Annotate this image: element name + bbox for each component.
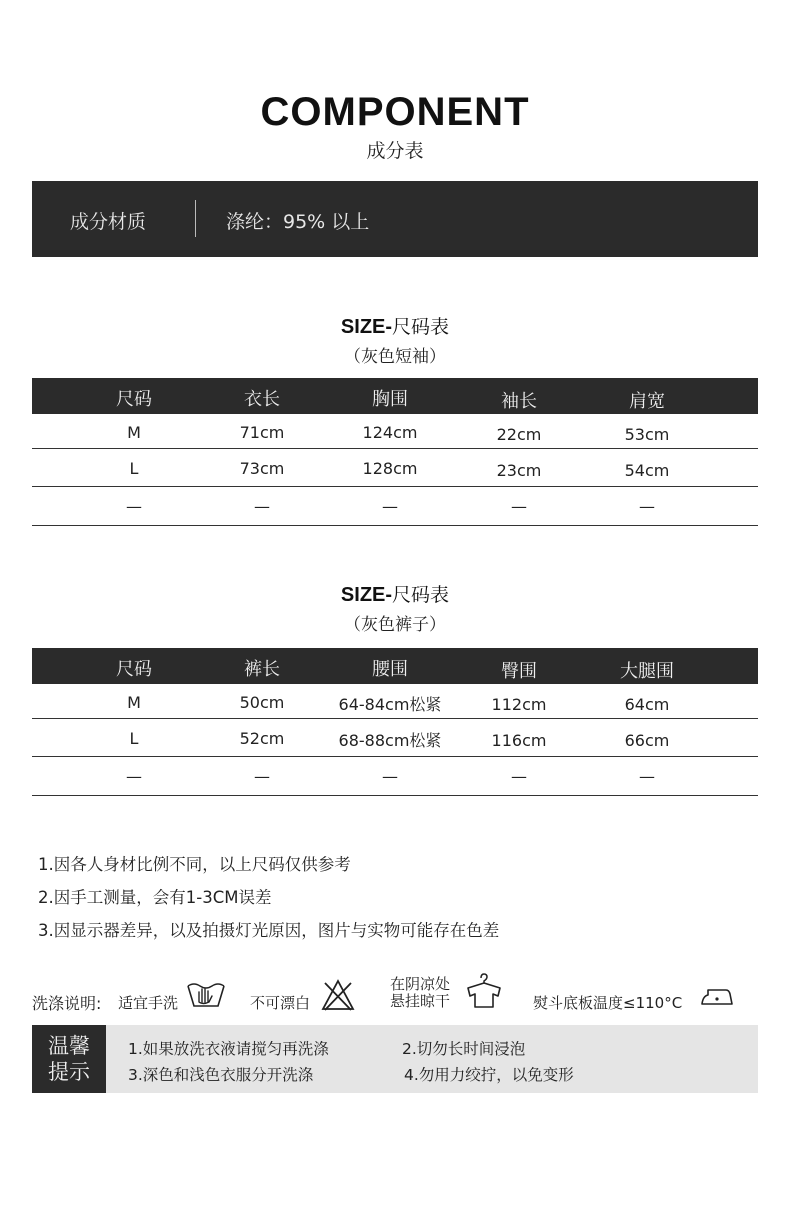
table-cell: — (126, 767, 142, 786)
column-header: 尺码 (116, 659, 152, 680)
table-cell: — (639, 497, 655, 516)
size-table-2-title: SIZE-尺码表 (340, 584, 450, 606)
column-header: 裤长 (244, 659, 280, 680)
table-row (32, 684, 758, 719)
table-cell: — (382, 497, 398, 516)
dry-text-line2: 悬挂晾干 (390, 992, 451, 1010)
size-notes (38, 848, 499, 947)
tip-item: 4.勿用力绞拧，以免变形 (404, 1066, 574, 1084)
table-cell: 66cm (624, 731, 670, 750)
column-header: 腰围 (372, 659, 408, 680)
composition-divider (195, 200, 196, 237)
table-cell: 52cm (239, 729, 285, 748)
wash-label: 洗涤说明: (32, 994, 102, 1013)
no-bleach-icon (320, 978, 356, 1012)
table-cell: — (511, 497, 527, 516)
table-cell: — (254, 767, 270, 786)
table-cell: 22cm (496, 425, 542, 444)
composition-value: 涤纶：95% 以上 (226, 211, 370, 233)
table-cell: 128cm (362, 459, 418, 478)
table-cell: 124cm (362, 423, 418, 442)
iron-text: 熨斗底板温度≤110°C (533, 994, 683, 1012)
table-cell: — (126, 497, 142, 516)
tips-box (32, 1025, 758, 1093)
column-header: 大腿围 (620, 661, 674, 682)
page-subtitle: 成分表 (366, 140, 424, 162)
tips-label-line: 提示 (48, 1060, 90, 1084)
column-header: 袖长 (501, 391, 537, 412)
table-row (32, 487, 758, 526)
note-item: 3.因显示器差异，以及拍摄灯光原因，图片与实物可能存在色差 (38, 921, 500, 940)
column-header: 胸围 (372, 389, 408, 410)
table-cell: L (129, 729, 139, 748)
table-cell: 112cm (491, 695, 547, 714)
dry-text-line1: 在阴凉处 (390, 975, 451, 993)
size-table-1-subtitle: （灰色短袖） (344, 347, 446, 367)
table-cell: — (639, 767, 655, 786)
size-table-2-subtitle: （灰色裤子） (344, 615, 446, 635)
tip-item: 3.深色和浅色衣服分开洗涤 (128, 1066, 314, 1084)
column-header: 衣长 (244, 389, 280, 410)
table-cell: 50cm (239, 693, 285, 712)
column-header: 肩宽 (629, 391, 665, 412)
column-header: 尺码 (116, 389, 152, 410)
table-header (32, 378, 758, 414)
table-cell: 54cm (624, 461, 670, 480)
table-row (32, 414, 758, 449)
table-cell: 64-84cm松紧 (338, 695, 442, 714)
table-cell: 68-88cm松紧 (338, 731, 442, 750)
size-table-1-title: SIZE-尺码表 (340, 316, 450, 338)
note-item: 2.因手工测量，会有1-3CM误差 (38, 888, 272, 907)
tip-item: 1.如果放洗衣液请搅匀再洗涤 (128, 1040, 329, 1058)
table-cell: M (127, 423, 141, 442)
tip-item: 2.切勿长时间浸泡 (402, 1040, 526, 1058)
size-table-1 (32, 378, 758, 526)
wash-text: 适宜手洗 (118, 994, 179, 1012)
composition-bar (32, 181, 758, 257)
table-cell: 73cm (239, 459, 285, 478)
hand-wash-icon (186, 978, 226, 1010)
table-cell: — (254, 497, 270, 516)
note-item: 1.因各人身材比例不同，以上尺码仅供参考 (38, 855, 351, 874)
table-cell: 53cm (624, 425, 670, 444)
hang-dry-icon (464, 972, 504, 1010)
composition-label: 成分材质 (70, 211, 147, 233)
table-cell: 71cm (239, 423, 285, 442)
page-title: COMPONENT (260, 90, 530, 134)
table-cell: — (511, 767, 527, 786)
tips-label (32, 1025, 106, 1093)
size-table-2 (32, 648, 758, 796)
no-bleach-text: 不可漂白 (250, 994, 311, 1012)
column-header: 臀围 (501, 661, 537, 682)
table-row (32, 449, 758, 487)
table-cell: 23cm (496, 461, 542, 480)
table-row (32, 757, 758, 796)
iron-icon (700, 986, 734, 1008)
table-cell: 116cm (491, 731, 547, 750)
table-row (32, 719, 758, 757)
table-cell: L (129, 459, 139, 478)
table-cell: — (382, 767, 398, 786)
tips-label-line: 温馨 (48, 1034, 90, 1058)
table-cell: M (127, 693, 141, 712)
table-cell: 64cm (624, 695, 670, 714)
table-header (32, 648, 758, 684)
